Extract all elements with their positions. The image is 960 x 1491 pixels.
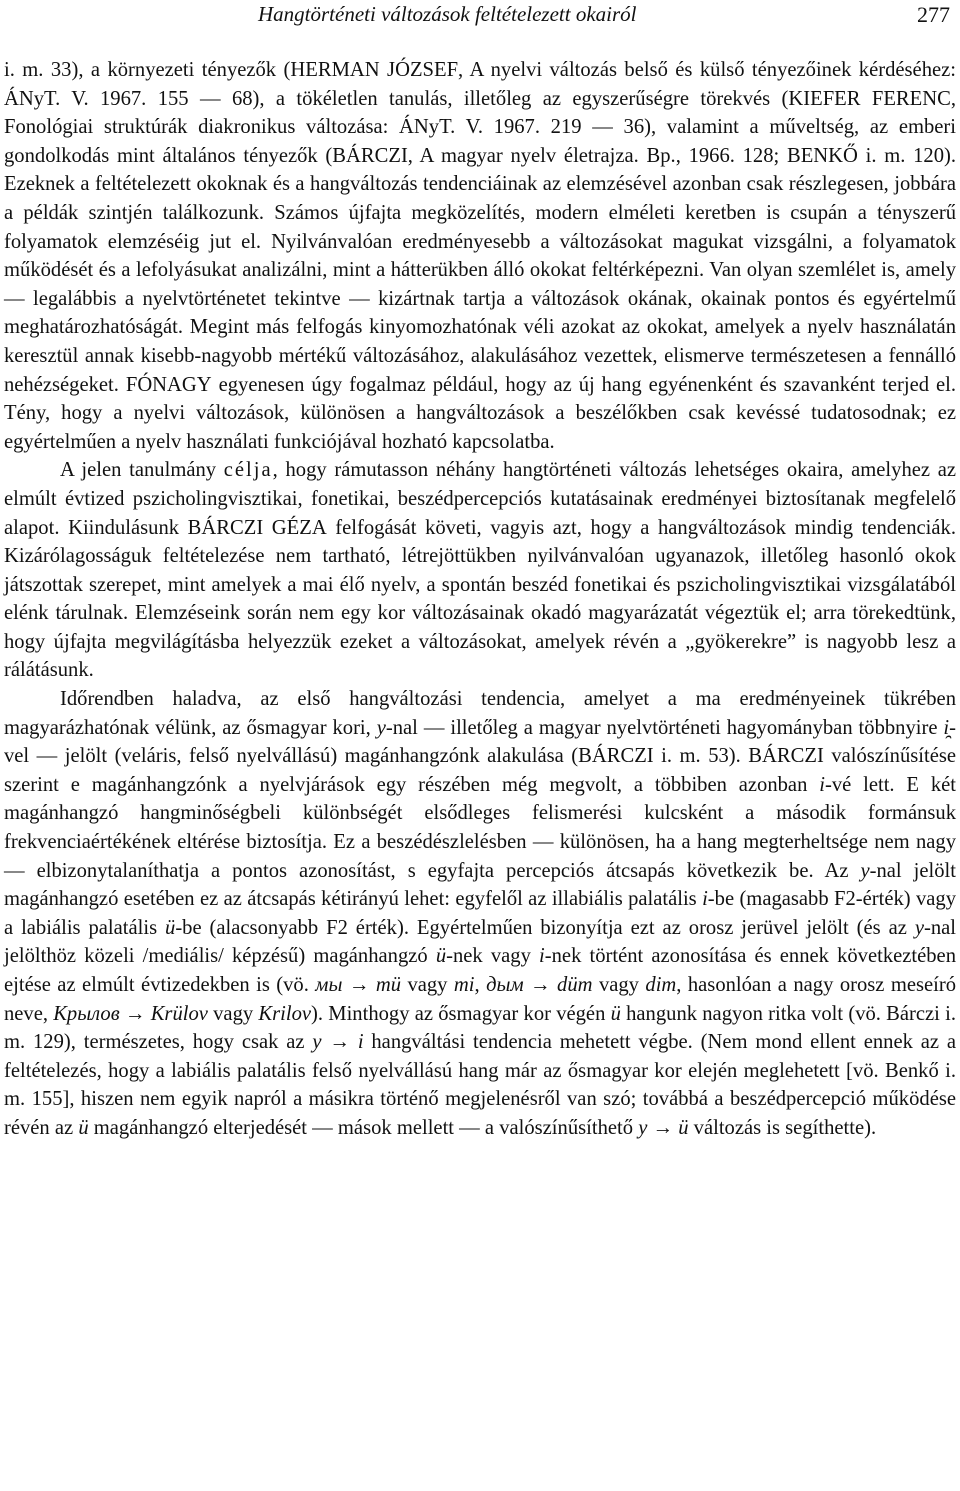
text-run: -be (magasabb F2-érték) vagy a labiális palatális bbox=[4, 888, 956, 939]
author-name: ÁRCZI bbox=[346, 144, 408, 167]
text-run: F bbox=[860, 87, 884, 110]
text-run: , bbox=[474, 974, 487, 996]
text-run: változás is segíthette). bbox=[688, 1116, 877, 1139]
italic-term: i bbox=[539, 945, 545, 968]
body-text bbox=[4, 56, 956, 1143]
text-run: -nal jelölt magánhangzó esetében ez az átcsapás kétirányú lehet: egyfelől az illabiális palatális bbox=[4, 859, 956, 911]
italic-term: ü bbox=[165, 916, 176, 939]
italic-term: y bbox=[638, 1116, 648, 1139]
text-run: magánhangzó elterjedését — mások mellett — a valószínűsíthető bbox=[88, 1116, 639, 1139]
author-name: IEFER bbox=[803, 87, 861, 110]
italic-term: ü bbox=[678, 1116, 689, 1139]
italic-term: i bbox=[357, 1031, 364, 1054]
text-run: -nek történt azonosítása és ennek következtében ejtése az elmúlt évtizedekben is (vö. bbox=[4, 945, 956, 996]
italic-term: y bbox=[312, 1031, 322, 1054]
text-run: i. m. 33), a környezeti tényezők (H bbox=[4, 59, 306, 81]
text-run: felfogását követi, vagyis azt, hogy a hangváltozások mindig tendenciák. Kizárólagosságuk feltételezése nem tartható, létrejöttükben nyilvánvalóan ugyanazok, illetőleg hasonló okok játszottak szerepet, mint amelyek a mai élő nyelv, a spontán beszéd fonetikai és pszicholingvisztikai vizsgálatából elénk tárulnak. Elemzéseink során nem egy kor változásainak okadó magyarázatát végeztük el; arra törekedtünk, hogy újfajta megvilágításba helyezzük ezeket a változásokat, amelyek révén a „gyökerekre” is nagyobb lesz a rálátásunk. bbox=[4, 516, 956, 682]
text-run: → bbox=[321, 1031, 358, 1054]
italic-term: мы bbox=[315, 974, 343, 996]
italic-term: ü bbox=[78, 1116, 89, 1139]
text-run: A jelen tanulmány bbox=[60, 459, 224, 482]
text-run: -nal jelölthöz közeli /mediális/ képzésű) magánhangzó bbox=[4, 916, 956, 968]
text-run: → bbox=[523, 974, 558, 996]
text-run: vagy bbox=[207, 1002, 259, 1025]
italic-term: mü bbox=[375, 974, 402, 996]
paragraph bbox=[4, 56, 956, 456]
italic-term: y bbox=[914, 916, 924, 939]
text-run: , A nyelvi változás belső és külső tényezőinek kérdéséhez: ÁNyT. V. 1967. 155 — 68), a tökéletlen tanulás, illetőleg az egyszerűségre törekvés (K bbox=[4, 59, 956, 110]
italic-term: ü bbox=[435, 945, 447, 968]
italic-term: ü bbox=[610, 1002, 621, 1025]
author-name: ÁRCZI bbox=[762, 745, 824, 768]
text-run: → bbox=[342, 974, 376, 996]
author-name: ÉZA bbox=[286, 516, 327, 539]
text-run: vagy bbox=[401, 974, 454, 996]
text-run: -vel — jelölt (veláris, felső nyelvállású) magánhangzónk alakulása (B bbox=[4, 716, 956, 768]
text-run: -be (alacsonyabb F2 érték). Egyértelműen bizonyítja ezt az orosz jerüvel jelölt (és az bbox=[175, 916, 915, 939]
page-number: 277 bbox=[917, 2, 950, 27]
italic-term: dim bbox=[645, 974, 677, 996]
text-run: J bbox=[379, 59, 396, 81]
page-header bbox=[0, 2, 960, 36]
paragraph bbox=[4, 456, 956, 685]
author-name: ENKŐ bbox=[800, 144, 858, 167]
text-run: , hasonlóan a nagy orosz meseíró neve, bbox=[4, 974, 957, 1025]
text-run: egyenesen úgy fogalmaz például, hogy az új hang egyénenként és szavanként terjed el. Tény, hogy a nyelvi változások, különösen a hangváltozások a beszélőkben csak kevéssé tudatosodnak; ez egyértelműen a nyelv használati funkciójával hozható kapcsolatba. bbox=[4, 373, 956, 453]
running-title: Hangtörténeti változások feltételezett okairól bbox=[258, 2, 637, 26]
italic-term: y bbox=[376, 716, 386, 739]
text-run: -vé lett. E két magánhangzó hangminőségbeli különbségét elsődleges felismerési kulcsként a második formánsuk frekvenciaértékének eltérése biztosítja. Ez a beszédészlelésben — különösen, ha a hang megterheltsége nem nagy — elbizonytalaníthatja a pontos azonosítást, s egyfajta percepciós átcsapás következik be. Az bbox=[4, 773, 957, 882]
italic-term: mi bbox=[453, 974, 475, 996]
text-run: -nek vagy bbox=[446, 945, 540, 968]
text-run: Időrendben haladva, az első hangváltozási tendencia, amelyet a ma eredményeinek tükrében magyarázhatónak vélünk, az ősmagyar kori, bbox=[4, 688, 956, 739]
text-run: , hogy rámutasson néhány hangtörténeti változás lehetséges okaira, amelyhez az elmúlt évtized pszicholingvisztikai, fonetikai, beszédpercepciós kutatásainak eredményei biztosítanak megfelelő alapot. Kiindulásunk B bbox=[4, 459, 956, 539]
author-name: ÓNAGY bbox=[137, 373, 212, 396]
text-run: G bbox=[263, 516, 287, 539]
text-run: i. m. 53). B bbox=[653, 745, 763, 768]
text-run: → bbox=[119, 1002, 151, 1025]
text-run: hangváltási tendencia mehetett végbe. (Nem mond ellent ennek az a feltételezés, hogy a labiális palatális felső nyelvállású hang már az ősmagyar kor elején meglehetett [vö. Benkő i. m. 155], hiszen nem egyik napról a másikra történő megjelenésről van szó; továbbá a beszédpercepció működése révén az bbox=[4, 1031, 957, 1139]
italic-term: Krilov bbox=[258, 1002, 312, 1025]
text-run: hangunk nagyon ritka volt (vö. Bárczi i. m. 129), természetes, hogy csak az bbox=[4, 1002, 956, 1054]
author-name: ERMAN bbox=[305, 59, 380, 81]
text-run: , Fonológiai struktúrák diakronikus változása: ÁNyT. V. 1967. 219 — 36), valamint a műveltség, az emberi gondolkodás mint általános tényezők (B bbox=[4, 87, 957, 167]
text-run: vagy bbox=[592, 974, 646, 996]
italic-term: дым bbox=[486, 974, 524, 996]
text-run: -nal — illetőleg a magyar nyelvtörténeti hagyományban többnyire bbox=[385, 716, 944, 739]
author-name: ERENC bbox=[883, 87, 951, 110]
author-name: ÓZSEF bbox=[395, 59, 459, 81]
italic-term: y bbox=[860, 859, 870, 882]
italic-term: i bbox=[819, 773, 825, 796]
author-name: ÁRCZI bbox=[201, 516, 264, 539]
italic-term: Крылов bbox=[53, 1002, 120, 1025]
italic-term: Krülov bbox=[150, 1002, 208, 1025]
italic-term: i̯ bbox=[943, 716, 950, 739]
emphasis-spaced: célja bbox=[223, 459, 273, 482]
italic-term: düm bbox=[557, 974, 593, 996]
text-run: ). Minthogy az ősmagyar kor végén bbox=[311, 1002, 611, 1025]
text-run: valószínűsítése szerint e magánhangzónk a nyelvjárások egy részében még megvolt, a többiben azonban bbox=[4, 745, 956, 796]
text-run: i. m. 120). Ezeknek a feltételezett okoknak és a hangváltozás tendenciáinak az elemzésével azonban csak részlegesen, jobbára a példák szintjén találkozunk. Számos újfajta megközelítés, modern elméleti keretben is csupán a tényszerű folyamatok elemzéséig jut el. Nyilvánvalóan eredményesebb a változásokat magukat vizsgálni, a folyamatok működését és a lefolyásukat analizálni, mint a hátterükben álló okokat feltérképezni. Van olyan szemlélet is, amely — legalábbis a nyelvtörténetet tekintve — kizártnak tartja a változások okának, okainak pontos és egyértelmű meghatározhatóságát. Megint más felfogás kinyomozhatónak véli azokat az okokat, amelyek a nyelv használatán keresztül annak kisebb-nagyobb mértékű változásához, alakulásához vezettek, elismerve természetesen a fennálló nehézségeket. F bbox=[4, 144, 956, 396]
text-run: , A magyar nyelv életrajza. Bp., 1966. 128; B bbox=[407, 144, 801, 167]
text-run: → bbox=[647, 1116, 679, 1139]
paragraph bbox=[4, 685, 956, 1143]
author-name: ÁRCZI bbox=[591, 745, 654, 768]
italic-term: i bbox=[702, 888, 708, 911]
